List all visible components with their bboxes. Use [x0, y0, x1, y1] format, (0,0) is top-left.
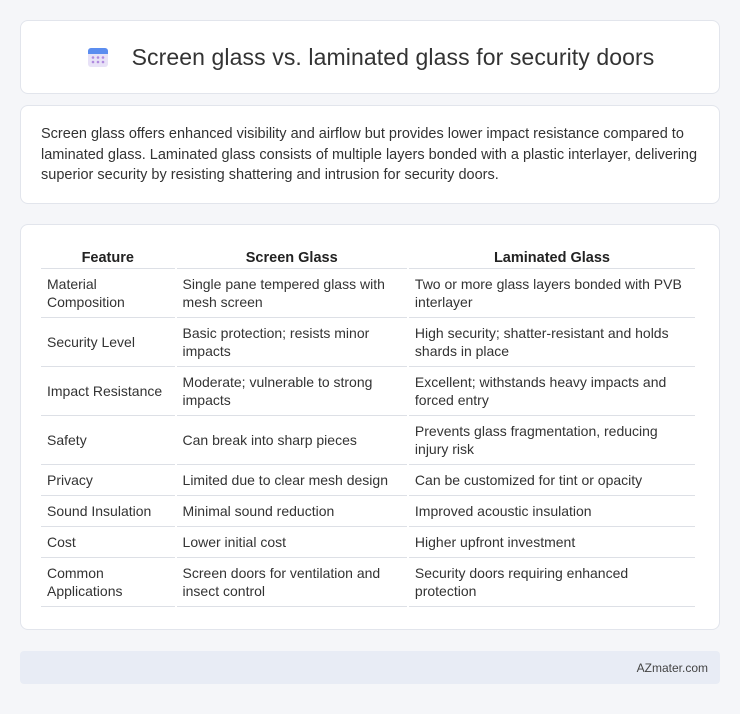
comparison-card	[20, 224, 720, 630]
feature-cell: Cost	[41, 527, 175, 558]
feature-cell: Material Composition	[41, 269, 175, 318]
table-row	[41, 367, 695, 416]
feature-cell: Sound Insulation	[41, 496, 175, 527]
screen-glass-cell: Basic protection; resists minor impacts	[177, 318, 407, 367]
table-row	[41, 558, 695, 607]
laminated-glass-cell: Two or more glass layers bonded with PVB interlayer	[409, 269, 695, 318]
laminated-glass-cell: Can be customized for tint or opacity	[409, 465, 695, 496]
column-header-laminated-glass: Laminated Glass	[409, 247, 695, 269]
table-row	[41, 416, 695, 465]
table-row	[41, 318, 695, 367]
feature-cell: Security Level	[41, 318, 175, 367]
feature-cell: Impact Resistance	[41, 367, 175, 416]
laminated-glass-cell: Security doors requiring enhanced protection	[409, 558, 695, 607]
laminated-glass-cell: Excellent; withstands heavy impacts and forced entry	[409, 367, 695, 416]
laminated-glass-cell: Improved acoustic insulation	[409, 496, 695, 527]
laminated-glass-cell: High security; shatter-resistant and holds shards in place	[409, 318, 695, 367]
screen-glass-cell: Limited due to clear mesh design	[177, 465, 407, 496]
screen-glass-cell: Minimal sound reduction	[177, 496, 407, 527]
table-row	[41, 496, 695, 527]
comparison-table	[39, 247, 697, 607]
intro-text: Screen glass offers enhanced visibility and airflow but provides lower impact resistance compared to laminated glass. Laminated glass consists of multiple layers bonded with a plastic interlayer, delivering superior security by resisting shattering and intrusion for security doors.	[41, 126, 698, 183]
screen-glass-cell: Moderate; vulnerable to strong impacts	[177, 367, 407, 416]
calendar-icon	[86, 45, 110, 69]
feature-cell: Common Applications	[41, 558, 175, 607]
feature-cell: Privacy	[41, 465, 175, 496]
table-row	[41, 269, 695, 318]
screen-glass-cell: Can break into sharp pieces	[177, 416, 407, 465]
screen-glass-cell: Screen doors for ventilation and insect control	[177, 558, 407, 607]
footer	[20, 651, 720, 684]
laminated-glass-cell: Higher upfront investment	[409, 527, 695, 558]
screen-glass-cell: Single pane tempered glass with mesh screen	[177, 269, 407, 318]
laminated-glass-cell: Prevents glass fragmentation, reducing injury risk	[409, 416, 695, 465]
page-title: Screen glass vs. laminated glass for security doors	[131, 43, 655, 70]
column-header-screen-glass: Screen Glass	[177, 247, 407, 269]
footer-brand: AZmater.com	[636, 660, 708, 675]
table-row	[41, 465, 695, 496]
intro-card	[20, 105, 720, 204]
screen-glass-cell: Lower initial cost	[177, 527, 407, 558]
feature-cell: Safety	[41, 416, 175, 465]
table-header-row	[41, 247, 695, 269]
title-card	[20, 20, 720, 94]
table-row	[41, 527, 695, 558]
column-header-feature: Feature	[41, 247, 175, 269]
